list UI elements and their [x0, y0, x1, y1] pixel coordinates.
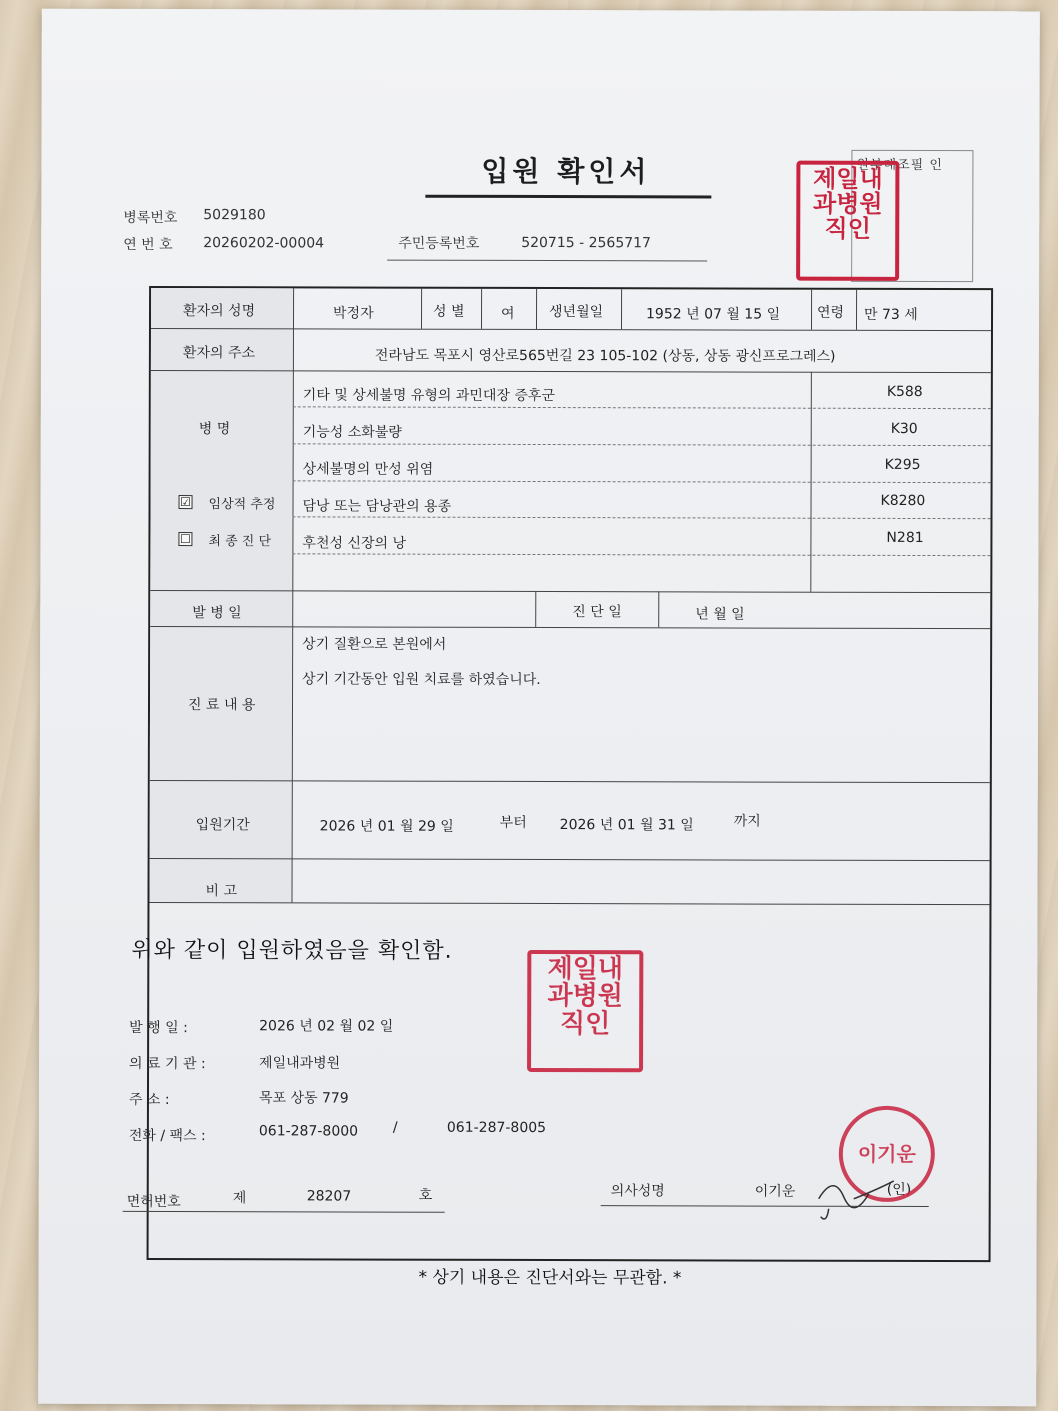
- footer-note: * 상기 내용은 진단서와는 무관함. *: [418, 1267, 682, 1289]
- fax-value: 061-287-8005: [446, 1119, 547, 1137]
- issue-date-value: 2026 년 02 월 02 일: [259, 1018, 394, 1035]
- phone-fax-separator: /: [392, 1119, 398, 1136]
- treatment-line-1: 상기 질환으로 본원에서: [302, 636, 447, 653]
- hospital-seal-top: 제일내 과병원 직인: [796, 161, 899, 281]
- rrn-label: 주민등록번호: [398, 235, 480, 252]
- final-checkbox[interactable]: ☐: [180, 532, 191, 547]
- clinical-label: 임상적 추정: [208, 497, 276, 513]
- diagnosis-name-3: 상세불명의 만성 위염: [302, 461, 434, 478]
- remarks-label: 비 고: [205, 883, 238, 900]
- dob-label: 생년월일: [549, 304, 604, 321]
- age-value: 만 73 세: [864, 306, 918, 323]
- license-label: 면허번호: [126, 1193, 181, 1211]
- signature-scribble: [799, 1169, 899, 1229]
- patient-name-value: 박정자: [333, 305, 374, 322]
- license-prefix: 제: [232, 1190, 247, 1207]
- diagnosis-code-3: K295: [884, 456, 921, 473]
- onset-label: 발 병 일: [192, 605, 242, 622]
- clinical-checkbox[interactable]: ☑: [180, 495, 191, 510]
- confirm-text: 위와 같이 입원하였음을 확인함.: [131, 937, 453, 964]
- admission-from-suffix: 부터: [499, 814, 527, 831]
- rrn-value: 520715 - 2565717: [521, 234, 651, 252]
- diagnosis-code-1: K588: [886, 383, 923, 401]
- hospital-address-label: 주 소 :: [128, 1091, 170, 1109]
- issue-date-label: 발 행 일 :: [129, 1019, 188, 1037]
- phone-value: 061-287-8000: [258, 1123, 359, 1140]
- label-column-bg: [149, 288, 293, 902]
- page-title: 입원 확인서: [481, 154, 651, 189]
- chart-no-value: 5029180: [203, 207, 266, 224]
- admission-to-suffix: 까지: [733, 813, 761, 830]
- diagnosis-label: 병 명: [198, 421, 231, 438]
- hospital-value: 제일내과병원: [259, 1055, 341, 1072]
- diagnosis-name-4: 담낭 또는 담낭관의 용종: [302, 498, 452, 515]
- diagnosis-name-1: 기타 및 상세불명 유형의 과민대장 증후군: [302, 387, 556, 405]
- diagnosis-code-4: K8280: [880, 492, 926, 510]
- admission-label: 입원기간: [195, 817, 250, 834]
- admission-to: 2026 년 01 월 31 일: [559, 817, 694, 834]
- age-label: 연령: [817, 304, 845, 321]
- address-value: 전라남도 목포시 영산로565번길 23 105-102 (상동, 상동 광신프로그레스): [374, 347, 836, 365]
- treatment-line-2: 상기 기간동안 입원 치료를 하였습니다.: [302, 671, 541, 689]
- diag-date-value: 년 월 일: [695, 606, 745, 623]
- sex-label: 성 별: [433, 303, 465, 320]
- diagnosis-code-5: N281: [886, 529, 924, 547]
- patient-name-label: 환자의 성명: [183, 303, 256, 320]
- diagnosis-name-2: 기능성 소화불량: [302, 424, 402, 441]
- hospital-address-value: 목포 상동 779: [258, 1090, 349, 1107]
- dob-value: 1952 년 07 월 15 일: [646, 306, 781, 323]
- diagnosis-code-2: K30: [890, 420, 918, 437]
- rrn-underline: [387, 260, 707, 262]
- admission-from: 2026 년 01 월 29 일: [319, 818, 454, 835]
- chart-no-label: 병록번호: [123, 209, 178, 227]
- license-number: 28207: [306, 1188, 352, 1205]
- document-paper: [38, 9, 1040, 1407]
- license-suffix: 호: [418, 1187, 433, 1204]
- hospital-seal-middle: 제일내 과병원 직인: [527, 950, 643, 1072]
- hospital-label: 의 료 기 관 :: [129, 1055, 206, 1073]
- phone-label: 전화 / 팩스 :: [128, 1127, 206, 1145]
- sex-value: 여: [501, 305, 515, 322]
- title-underline: [425, 195, 711, 199]
- seal-box-label: 원부대조필 인: [856, 157, 943, 174]
- doctor-seal: 이기운: [839, 1106, 935, 1202]
- diagnosis-name-5: 후천성 신장의 낭: [302, 535, 407, 552]
- final-diagnosis-label: 최 종 진 단: [208, 534, 272, 550]
- doctor-name: 이기운: [754, 1183, 796, 1200]
- serial-label: 연 번 호: [123, 236, 173, 254]
- doctor-seal-mark: (인): [886, 1181, 912, 1198]
- address-label: 환자의 주소: [182, 345, 256, 362]
- serial-value: 20260202-00004: [203, 235, 325, 252]
- doctor-label: 의사성명: [610, 1183, 665, 1200]
- treatment-label: 진 료 내 용: [187, 697, 256, 714]
- diag-date-label: 진 단 일: [572, 604, 622, 621]
